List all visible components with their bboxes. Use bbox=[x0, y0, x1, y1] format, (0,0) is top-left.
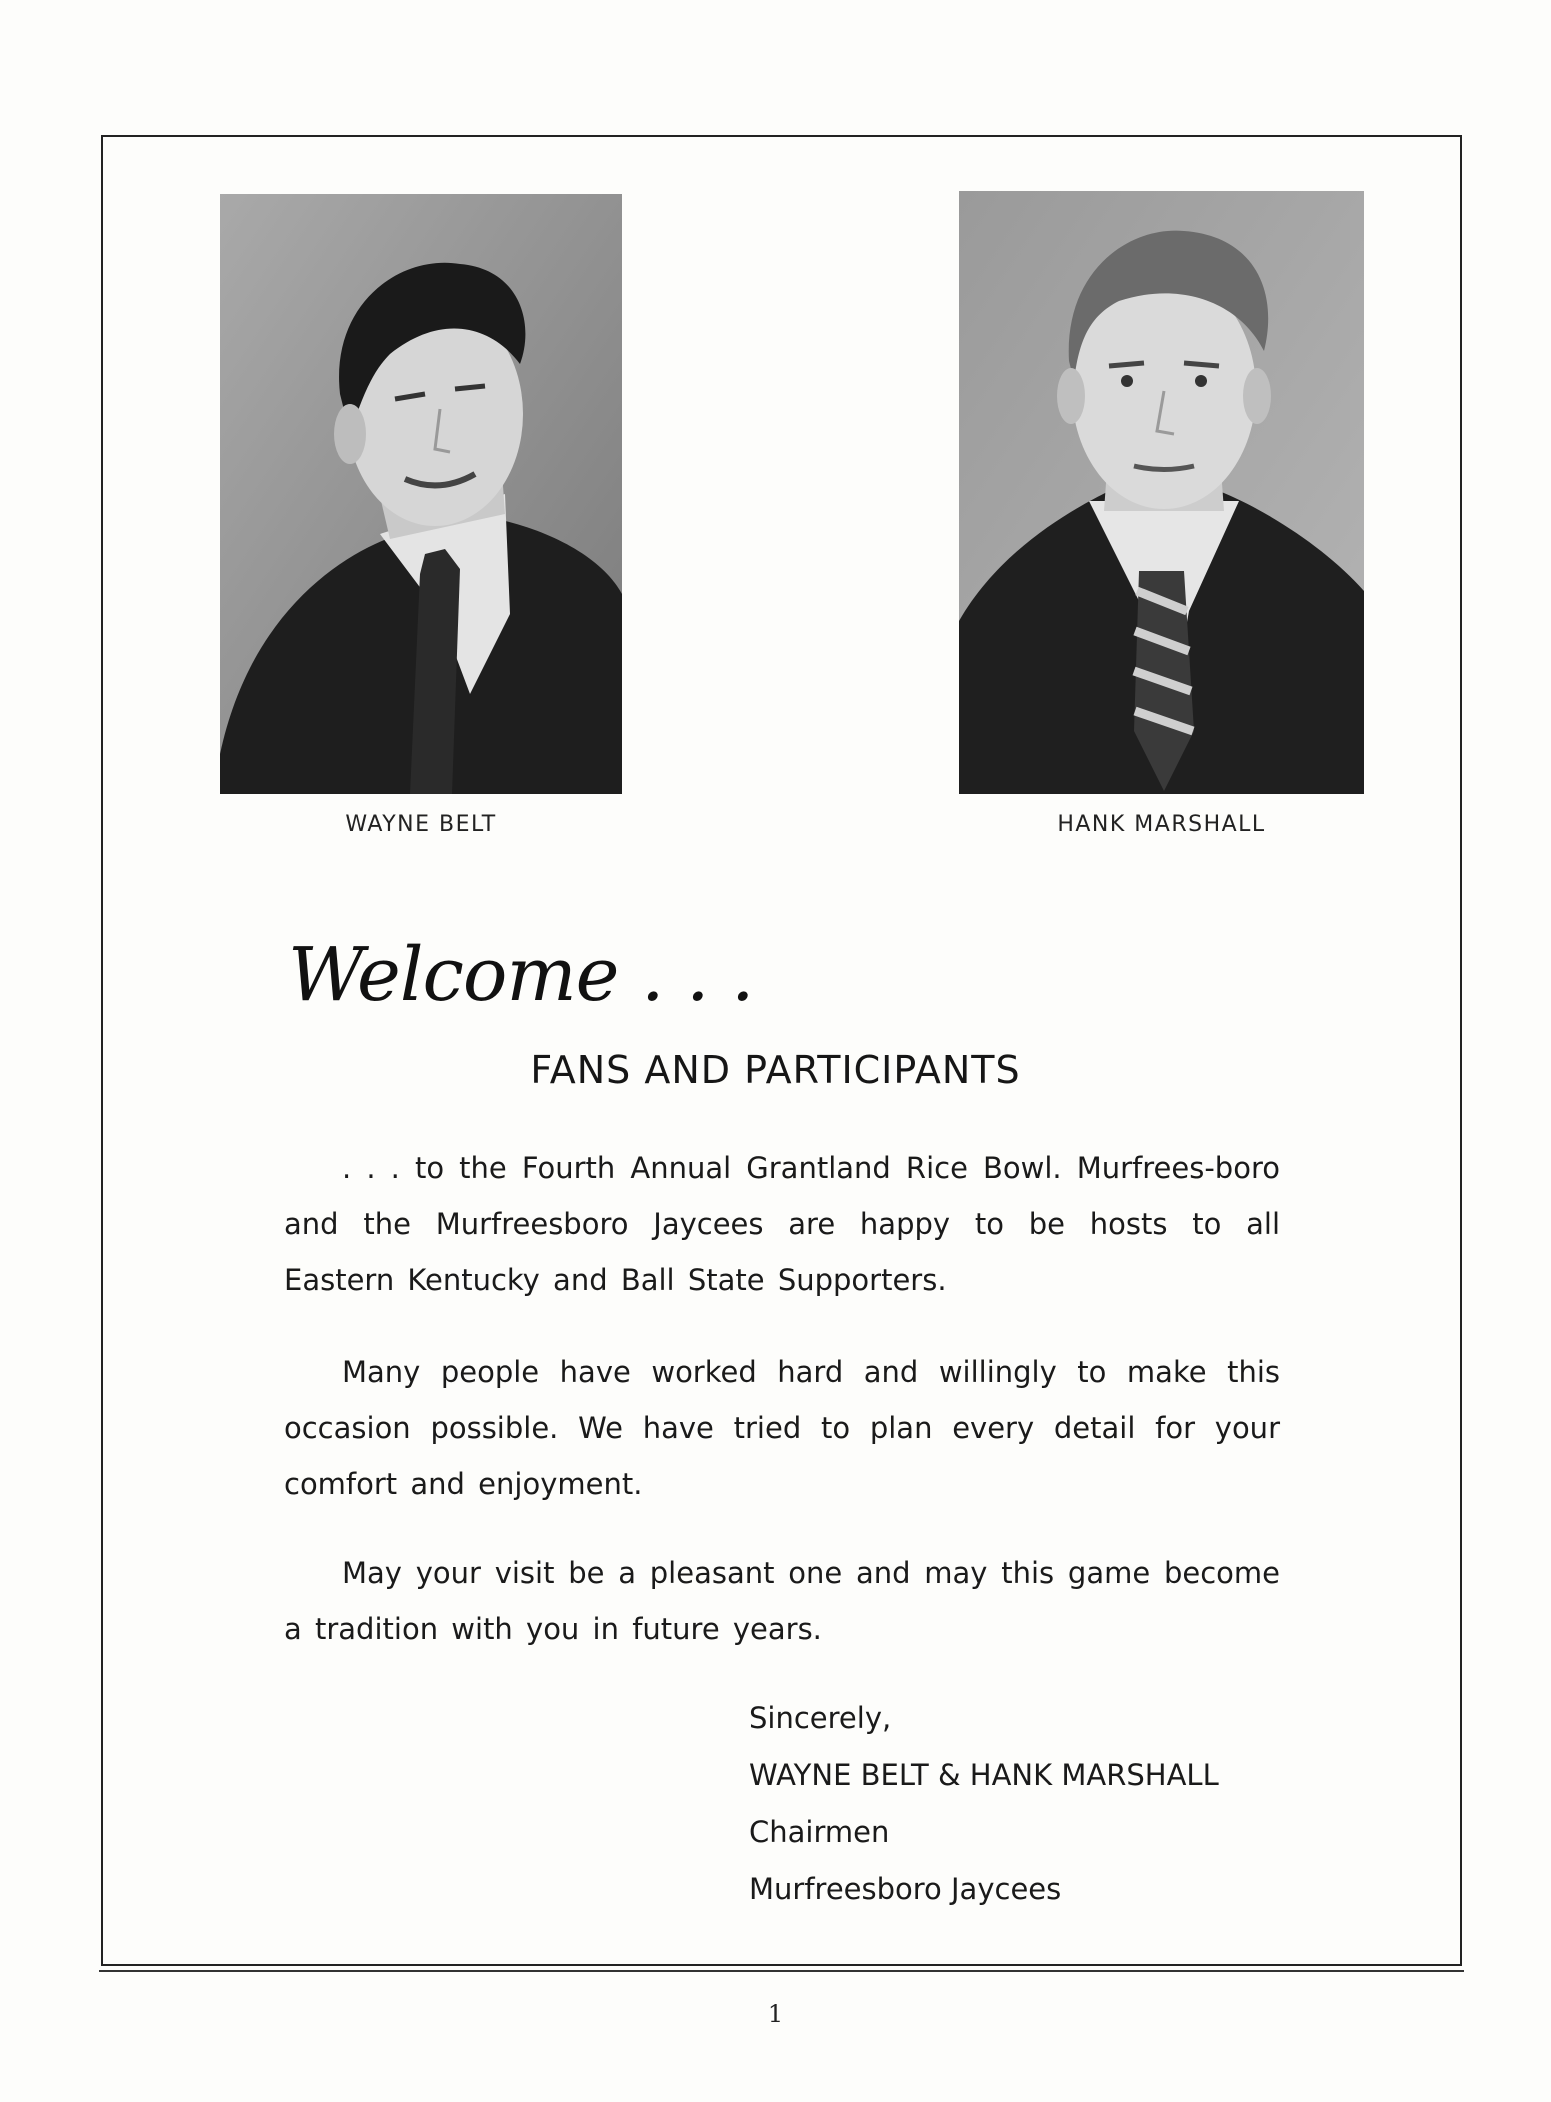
signoff-organization: Murfreesboro Jaycees bbox=[749, 1872, 1062, 1906]
signoff-title: Chairmen bbox=[749, 1815, 890, 1849]
portrait-image bbox=[220, 194, 622, 794]
portrait-image bbox=[959, 191, 1364, 794]
welcome-subheading: FANS AND PARTICIPANTS bbox=[530, 1048, 1021, 1092]
welcome-heading: Welcome . . . bbox=[288, 932, 754, 1018]
portrait-photo-hank-marshall bbox=[959, 191, 1364, 794]
portrait-caption: WAYNE BELT bbox=[345, 812, 497, 837]
page-number: 1 bbox=[767, 2000, 784, 2028]
signature-block bbox=[749, 1690, 1219, 1918]
body-paragraph: May your visit be a pleasant one and may this game become a tradition with you in future years. bbox=[284, 1556, 1280, 1646]
signoff-names: WAYNE BELT & HANK MARSHALL bbox=[749, 1758, 1219, 1792]
body-paragraph: . . . to the Fourth Annual Grantland Rice Bowl. Murfrees-boro and the Murfreesboro Jaycees are happy to be hosts to all Eastern Kentucky and Ball State Supporters. bbox=[284, 1151, 1280, 1297]
portrait-photo-wayne-belt bbox=[220, 194, 622, 794]
portrait-caption: HANK MARSHALL bbox=[1057, 812, 1266, 837]
page-border-bottom-rule bbox=[99, 1970, 1464, 1972]
body-paragraph: Many people have worked hard and willingly to make this occasion possible. We have tried to plan every detail for your comfort and enjoyment. bbox=[284, 1355, 1280, 1501]
signoff-closing: Sincerely, bbox=[749, 1701, 892, 1735]
